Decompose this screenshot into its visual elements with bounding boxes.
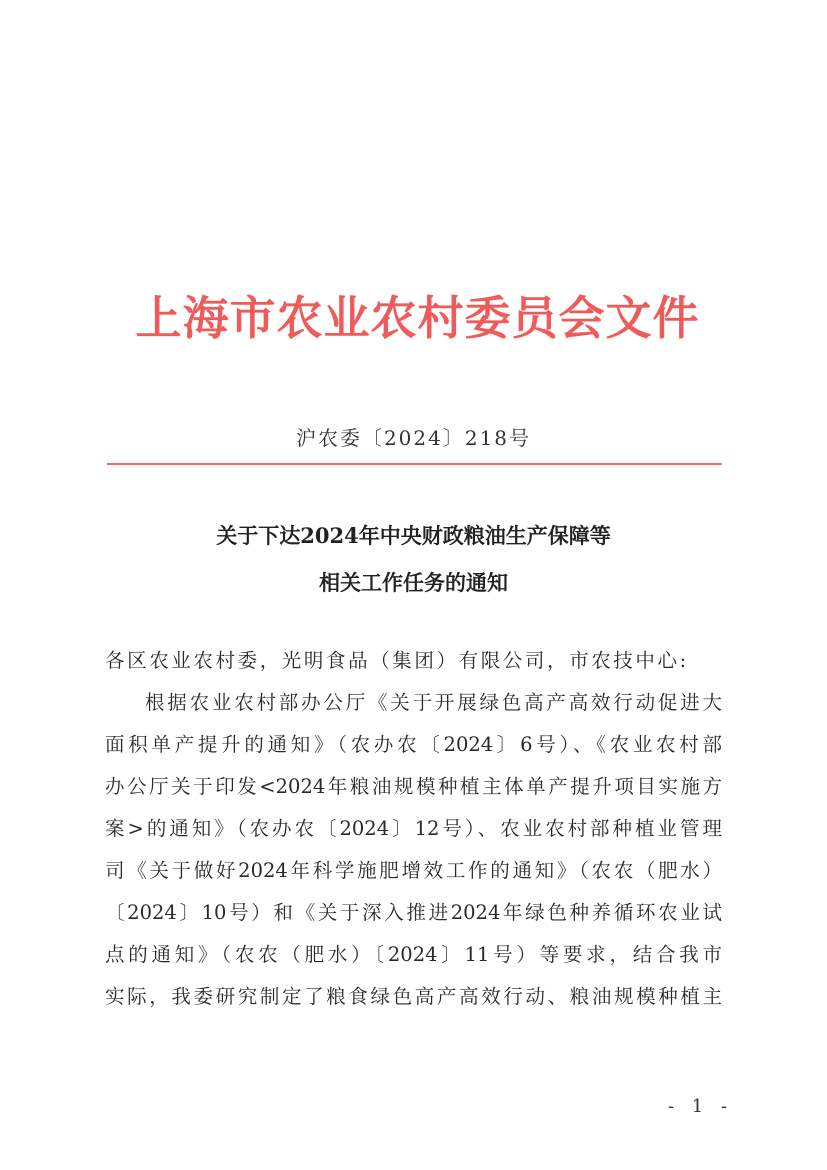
notice-title-line-2: 相关工作任务的通知 xyxy=(319,570,508,595)
issuer-title: 上海市农业农村委员会文件 xyxy=(135,291,700,345)
body-line: 〔2024〕10号）和《关于深入推进2024年绿色种养循环农业试 xyxy=(105,901,722,924)
body-line: 办公厅关于印发<2024年粮油规模种植主体单产提升项目实施方 xyxy=(105,775,722,798)
body-line: 案>的通知》（农办农〔2024〕12号）、农业农村部种植业管理 xyxy=(105,817,722,840)
page-number: - 1 - xyxy=(668,1096,734,1117)
body-line: 司《关于做好2024年科学施肥增效工作的通知》（农农（肥水） xyxy=(105,859,722,882)
salutation: 各区农业农村委，光明食品（集团）有限公司，市农技中心: xyxy=(105,649,689,672)
document-number: 沪农委〔2024〕218号 xyxy=(295,426,532,450)
notice-title-line-1: 关于下达2024年中央财政粮油生产保障等 xyxy=(216,523,611,548)
red-divider xyxy=(107,463,722,465)
body-line: 根据农业农村部办公厅《关于开展绿色高产高效行动促进大 xyxy=(145,691,722,714)
body-line: 实际，我委研究制定了粮食绿色高产高效行动、粮油规模种植主 xyxy=(105,985,722,1008)
body-line: 面积单产提升的通知》（农办农〔2024〕6号）、《农业农村部 xyxy=(105,733,722,756)
body-line: 点的通知》（农农（肥水）〔2024〕11号）等要求，结合我市 xyxy=(105,943,722,966)
